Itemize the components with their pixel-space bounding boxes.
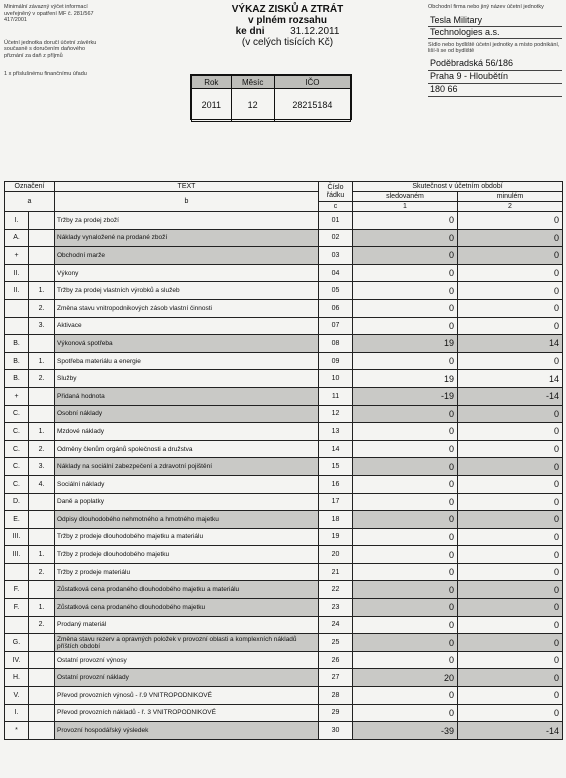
title-line2: v plném rozsahu <box>248 15 327 26</box>
row-current-value: 0 <box>353 475 458 493</box>
row-previous-value: 0 <box>458 493 563 511</box>
col-skutecnost: Skutečnost v účetním období <box>353 182 563 192</box>
row-submark <box>29 528 55 546</box>
row-submark: 2. <box>29 440 55 458</box>
row-previous-value: 0 <box>458 264 563 282</box>
row-previous-value: -14 <box>458 722 563 740</box>
row-previous-value: 0 <box>458 317 563 335</box>
row-previous-value: 0 <box>458 581 563 599</box>
row-current-value: 0 <box>353 511 458 529</box>
row-mark: I. <box>5 212 29 230</box>
table-row <box>5 687 563 705</box>
row-number: 27 <box>319 669 353 687</box>
id-header-ico: IČO <box>274 76 350 89</box>
row-current-value: 0 <box>353 634 458 652</box>
id-box <box>190 74 352 120</box>
title-date-label: ke dni <box>235 26 265 37</box>
recipient-note: Účetní jednotka doručí účetní závěrku současně s doručením daňového přiznání za daň z příjmů <box>4 39 97 59</box>
row-number: 10 <box>319 370 353 388</box>
address-line-1: Poděbradská 56/186 <box>428 58 562 71</box>
table-row <box>5 616 563 634</box>
table-row <box>5 669 563 687</box>
row-previous-value: 0 <box>458 511 563 529</box>
row-previous-value: 0 <box>458 687 563 705</box>
row-mark: III. <box>5 528 29 546</box>
id-header-month: Měsíc <box>231 76 274 89</box>
title-units: (v celých tisících Kč) <box>241 37 334 48</box>
row-submark: 2. <box>29 370 55 388</box>
row-current-value: 0 <box>353 440 458 458</box>
row-current-value: 0 <box>353 423 458 441</box>
table-row <box>5 387 563 405</box>
row-text: Výkonová spotřeba <box>55 335 319 353</box>
row-text: Ostatní provozní výnosy <box>55 651 319 669</box>
table-row <box>5 299 563 317</box>
row-current-value: 0 <box>353 563 458 581</box>
title-date: 31.12.2011 <box>290 26 340 37</box>
row-text: Prodaný materiál <box>55 616 319 634</box>
row-mark: C. <box>5 423 29 441</box>
row-number: 15 <box>319 458 353 476</box>
row-number: 13 <box>319 423 353 441</box>
row-mark: + <box>5 387 29 405</box>
row-mark <box>5 299 29 317</box>
row-previous-value: 0 <box>458 458 563 476</box>
report-title <box>195 4 380 48</box>
row-number: 22 <box>319 581 353 599</box>
table-row <box>5 546 563 564</box>
row-mark: H. <box>5 669 29 687</box>
row-number: 12 <box>319 405 353 423</box>
row-number: 14 <box>319 440 353 458</box>
row-number: 04 <box>319 264 353 282</box>
table-row <box>5 352 563 370</box>
row-submark <box>29 387 55 405</box>
row-previous-value: 0 <box>458 546 563 564</box>
table-row <box>5 722 563 740</box>
row-previous-value: 0 <box>458 634 563 652</box>
col-cislo: Číslo řádku <box>319 182 353 202</box>
row-submark <box>29 581 55 599</box>
row-submark <box>29 634 55 652</box>
row-mark: I. <box>5 704 29 722</box>
row-previous-value: 14 <box>458 335 563 353</box>
row-current-value: 0 <box>353 704 458 722</box>
row-text: Změna stavu rezerv a opravných položek v provozní oblasti a komplexních nákladů příštích období <box>55 634 319 652</box>
row-submark <box>29 511 55 529</box>
row-mark: A. <box>5 229 29 247</box>
row-current-value: 0 <box>353 212 458 230</box>
row-text: Tržby za prodej zboží <box>55 212 319 230</box>
row-previous-value: 0 <box>458 282 563 300</box>
table-row <box>5 247 563 265</box>
row-mark: B. <box>5 352 29 370</box>
copies-note: 1 x příslušnému finančnímu úřadu <box>4 71 87 77</box>
row-text: Aktivace <box>55 317 319 335</box>
row-submark: 1. <box>29 423 55 441</box>
table-row <box>5 335 563 353</box>
row-text: Sociální náklady <box>55 475 319 493</box>
row-mark: F. <box>5 581 29 599</box>
row-number: 26 <box>319 651 353 669</box>
row-number: 08 <box>319 335 353 353</box>
col-2: 2 <box>458 202 563 212</box>
row-mark: D. <box>5 493 29 511</box>
row-text: Odpisy dlouhodobého nehmotného a hmotného majetku <box>55 511 319 529</box>
col-c: c <box>319 202 353 212</box>
table-row <box>5 581 563 599</box>
row-current-value: 0 <box>353 247 458 265</box>
table-row <box>5 634 563 652</box>
table-row <box>5 651 563 669</box>
row-submark <box>29 687 55 705</box>
table-row <box>5 704 563 722</box>
row-submark <box>29 264 55 282</box>
title-date-row <box>195 26 380 37</box>
row-number: 30 <box>319 722 353 740</box>
address-line-2: Praha 9 - Hloubětín <box>428 71 562 84</box>
row-number: 11 <box>319 387 353 405</box>
row-previous-value: 0 <box>458 563 563 581</box>
id-header-year: Rok <box>192 76 232 89</box>
row-current-value: 0 <box>353 581 458 599</box>
table-row <box>5 563 563 581</box>
row-previous-value: 0 <box>458 212 563 230</box>
row-mark: II. <box>5 282 29 300</box>
row-number: 02 <box>319 229 353 247</box>
table-row <box>5 511 563 529</box>
row-current-value: 0 <box>353 546 458 564</box>
row-mark: C. <box>5 405 29 423</box>
profit-loss-table <box>4 181 563 740</box>
row-mark: E. <box>5 511 29 529</box>
row-submark: 3. <box>29 317 55 335</box>
row-submark: 1. <box>29 282 55 300</box>
row-current-value: 0 <box>353 651 458 669</box>
row-previous-value: 0 <box>458 669 563 687</box>
row-current-value: 0 <box>353 405 458 423</box>
col-oznaceni: Označení <box>5 182 55 192</box>
row-text: Služby <box>55 370 319 388</box>
row-previous-value: 0 <box>458 423 563 441</box>
row-text: Odměny členům orgánů společnosti a družstva <box>55 440 319 458</box>
table-row <box>5 282 563 300</box>
address-label: Sídlo nebo bydliště účetní jednotky a místo podnikání, liší-li se od bydliště <box>428 41 560 54</box>
row-current-value: -19 <box>353 387 458 405</box>
row-text: Tržby z prodeje dlouhodobého majetku <box>55 546 319 564</box>
row-current-value: 0 <box>353 229 458 247</box>
table-row <box>5 440 563 458</box>
row-submark <box>29 651 55 669</box>
row-text: Spotřeba materiálu a energie <box>55 352 319 370</box>
row-text: Výkony <box>55 264 319 282</box>
row-text: Převod provozních výnosů - ř.9 VNITROPODNIKOVÉ <box>55 687 319 705</box>
row-text: Náklady vynaložené na prodané zboží <box>55 229 319 247</box>
row-text: Změna stavu vnitropodnikových zásob vlastní činnosti <box>55 299 319 317</box>
id-month: 12 <box>231 89 274 122</box>
row-mark: B. <box>5 370 29 388</box>
row-number: 05 <box>319 282 353 300</box>
col-minulem: minulém <box>458 192 563 202</box>
row-previous-value: 0 <box>458 299 563 317</box>
row-text: Tržby z prodeje materiálu <box>55 563 319 581</box>
row-submark: 2. <box>29 299 55 317</box>
row-mark <box>5 317 29 335</box>
row-previous-value: 0 <box>458 704 563 722</box>
company-label: Obchodní firma nebo jiný název účetní jednotky <box>428 4 544 10</box>
table-row <box>5 229 563 247</box>
row-current-value: 19 <box>353 335 458 353</box>
table-row <box>5 212 563 230</box>
row-current-value: 0 <box>353 458 458 476</box>
row-mark <box>5 616 29 634</box>
row-mark: C. <box>5 440 29 458</box>
row-number: 09 <box>319 352 353 370</box>
row-submark <box>29 493 55 511</box>
row-submark: 1. <box>29 599 55 617</box>
row-text: Mzdové náklady <box>55 423 319 441</box>
row-previous-value: 0 <box>458 651 563 669</box>
table-row <box>5 405 563 423</box>
row-number: 21 <box>319 563 353 581</box>
col-a: a <box>5 192 55 212</box>
row-submark: 3. <box>29 458 55 476</box>
row-number: 28 <box>319 687 353 705</box>
table-row <box>5 370 563 388</box>
row-submark <box>29 704 55 722</box>
row-previous-value: 0 <box>458 405 563 423</box>
row-mark: III. <box>5 546 29 564</box>
row-mark <box>5 563 29 581</box>
row-previous-value: 0 <box>458 475 563 493</box>
row-current-value: 0 <box>353 352 458 370</box>
row-mark: V. <box>5 687 29 705</box>
row-previous-value: 0 <box>458 247 563 265</box>
row-current-value: 0 <box>353 317 458 335</box>
row-number: 06 <box>319 299 353 317</box>
row-previous-value: 14 <box>458 370 563 388</box>
row-previous-value: 0 <box>458 229 563 247</box>
col-sledovanem: sledovaném <box>353 192 458 202</box>
row-number: 17 <box>319 493 353 511</box>
row-text: Tržby za prodej vlastních výrobků a služeb <box>55 282 319 300</box>
id-ico: 28215184 <box>274 89 350 122</box>
regulation-note: Minimální závazný výčet informací uveřejněný v opatření MF č. 281/567 417/2001 <box>4 4 94 23</box>
row-number: 07 <box>319 317 353 335</box>
row-text: Zůstatková cena prodaného dlouhodobého majetku <box>55 599 319 617</box>
row-number: 18 <box>319 511 353 529</box>
row-current-value: 20 <box>353 669 458 687</box>
row-current-value: 0 <box>353 282 458 300</box>
row-previous-value: 0 <box>458 440 563 458</box>
row-mark: + <box>5 247 29 265</box>
table-row <box>5 528 563 546</box>
row-current-value: 0 <box>353 264 458 282</box>
row-mark: C. <box>5 475 29 493</box>
row-number: 25 <box>319 634 353 652</box>
table-row <box>5 458 563 476</box>
row-submark <box>29 212 55 230</box>
row-mark: C. <box>5 458 29 476</box>
table-row <box>5 317 563 335</box>
id-year: 2011 <box>192 89 232 122</box>
row-current-value: 0 <box>353 687 458 705</box>
row-previous-value: 0 <box>458 616 563 634</box>
row-text: Osobní náklady <box>55 405 319 423</box>
col-b: b <box>55 192 319 212</box>
row-submark <box>29 247 55 265</box>
table-row <box>5 599 563 617</box>
row-current-value: 19 <box>353 370 458 388</box>
row-previous-value: -14 <box>458 387 563 405</box>
row-text: Ostatní provozní náklady <box>55 669 319 687</box>
row-mark: F. <box>5 599 29 617</box>
row-current-value: 0 <box>353 616 458 634</box>
row-submark <box>29 335 55 353</box>
row-current-value: 0 <box>353 528 458 546</box>
row-submark <box>29 405 55 423</box>
row-submark: 2. <box>29 616 55 634</box>
row-mark: * <box>5 722 29 740</box>
row-number: 20 <box>319 546 353 564</box>
row-submark: 4. <box>29 475 55 493</box>
row-number: 24 <box>319 616 353 634</box>
table-row <box>5 264 563 282</box>
row-submark <box>29 229 55 247</box>
row-mark: B. <box>5 335 29 353</box>
row-text: Zůstatková cena prodaného dlouhodobého majetku a materiálu <box>55 581 319 599</box>
row-text: Náklady na sociální zabezpečení a zdravotní pojištění <box>55 458 319 476</box>
row-mark: IV. <box>5 651 29 669</box>
row-previous-value: 0 <box>458 528 563 546</box>
table-row <box>5 475 563 493</box>
row-number: 29 <box>319 704 353 722</box>
row-text: Přidaná hodnota <box>55 387 319 405</box>
row-text: Obchodní marže <box>55 247 319 265</box>
row-submark <box>29 669 55 687</box>
row-current-value: 0 <box>353 493 458 511</box>
company-name-2: Technologies a.s. <box>428 27 562 39</box>
row-submark: 1. <box>29 546 55 564</box>
row-submark: 2. <box>29 563 55 581</box>
row-number: 23 <box>319 599 353 617</box>
address-line-3: 180 66 <box>428 84 562 97</box>
row-number: 01 <box>319 212 353 230</box>
row-current-value: 0 <box>353 299 458 317</box>
row-mark: G. <box>5 634 29 652</box>
table-row <box>5 423 563 441</box>
left-header-note <box>4 4 104 78</box>
row-previous-value: 0 <box>458 352 563 370</box>
row-text: Převod provozních nákladů - ř. 3 VNITROPODNIKOVÉ <box>55 704 319 722</box>
row-text: Tržby z prodeje dlouhodobého majetku a materiálu <box>55 528 319 546</box>
row-mark: II. <box>5 264 29 282</box>
row-text: Provozní hospodářský výsledek <box>55 722 319 740</box>
row-number: 16 <box>319 475 353 493</box>
row-text: Daně a poplatky <box>55 493 319 511</box>
col-1: 1 <box>353 202 458 212</box>
row-submark: 1. <box>29 352 55 370</box>
row-current-value: 0 <box>353 599 458 617</box>
row-current-value: -39 <box>353 722 458 740</box>
row-number: 03 <box>319 247 353 265</box>
company-name-1: Tesla Military <box>428 15 562 27</box>
row-number: 19 <box>319 528 353 546</box>
title-line1: VÝKAZ ZISKŮ A ZTRÁT <box>231 4 344 15</box>
row-submark <box>29 722 55 740</box>
col-text: TEXT <box>55 182 319 192</box>
table-row <box>5 493 563 511</box>
row-previous-value: 0 <box>458 599 563 617</box>
company-block <box>428 4 562 97</box>
